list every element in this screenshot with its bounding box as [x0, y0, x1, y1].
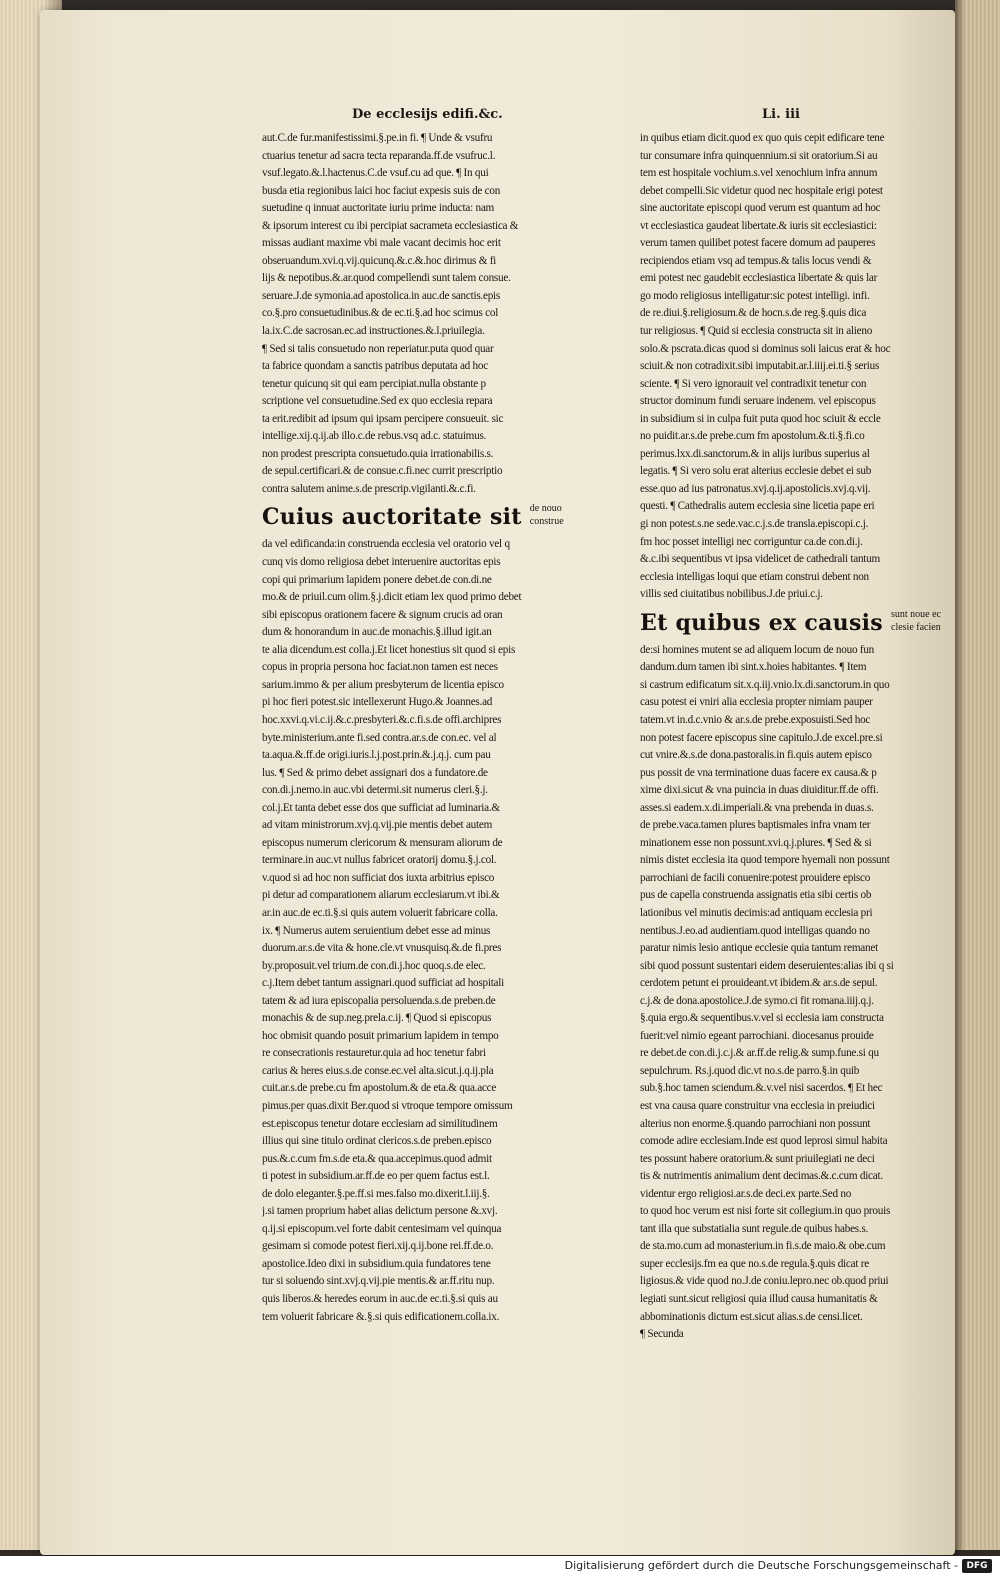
text-line: tur consumare infra quinquennium.si sit oratorium.Si au [640, 149, 878, 162]
text-line: to quod hoc verum est nisi forte sit collegium.in quo prouis [640, 1205, 891, 1218]
text-line: sub.§.hoc tamen sciendum.&.v.vel nisi sacerdos. ¶ Et hec [640, 1082, 883, 1095]
section-heading [640, 606, 941, 642]
text-line: con.di.j.nemo.in auc.vbi determi.sit numerus cleri.§.j. [262, 784, 488, 797]
text-line: tatem.vt in.d.c.vnio & ar.s.de prebe.exposuisti.Sed hoc [640, 713, 871, 726]
text-line: pus.&.c.cum fm.s.de eta.& qua.accepimus.quod admit [262, 1152, 492, 1165]
column-text-block [640, 642, 938, 1344]
heading-side-line: de nouo [529, 503, 562, 515]
text-line: vt ecclesiastica gaudeat libertate.& iuris sit ecclesiastici: [640, 219, 877, 232]
text-line: fuerit:vel nimio egeant parrochiani. diocesanus prouide [640, 1029, 874, 1042]
text-line: pus de capella construenda assignatis etia sibi certis ob [640, 889, 872, 902]
text-line: minationem esse non possunt.xvi.q.j.plures. ¶ Sed & si [640, 836, 872, 849]
text-line: questi. ¶ Cathedralis autem ecclesia sine licetia pape eri [640, 500, 875, 513]
text-line: aut.C.de fur.manifestissimi.§.pe.in fi. ¶ Unde & vsufru [262, 132, 493, 144]
text-line: v.quod si ad hoc non sufficiat dos iuxta arbitrius episco [262, 871, 495, 884]
text-line: go modo religiosus intelligatur:sic potest intelligi. infi. [640, 289, 870, 302]
text-line: copi qui primarium lapidem ponere debet.de con.di.ne [262, 573, 492, 586]
text-line: abbominationis dictum est.sicut alias.s.de censi.licet. [640, 1310, 863, 1323]
text-line: intellige.xij.q.ij.ab illo.c.de rebus.vsq ad.c. statuimus. [262, 430, 487, 443]
text-line: in quibus etiam dicit.quod ex quo quis cepit edificare tene [640, 132, 885, 144]
text-line: de:si homines mutent se ad aliquem locum de nouo fun [640, 643, 875, 656]
text-line: recipiendos etiam vsq ad tempus.& talis locus vendi & [640, 254, 872, 267]
heading-side-line: sunt noue ec [891, 608, 941, 620]
text-line: la.ix.C.de sacrosan.ec.ad instructiones.&.l.priuilegia. [262, 325, 485, 338]
text-line: sepulchrum. Rs.j.quod dic.vt no.s.de parro.§.in quib [640, 1064, 860, 1077]
text-column-right [640, 130, 941, 1344]
text-line: carius & heres eius.s.de conse.ec.vel alta.sicut.j.q.ij.pla [262, 1064, 494, 1077]
text-line: re consecrationis restauretur.quia ad hoc tenetur fabri [262, 1047, 486, 1060]
text-line: lijs & nepotibus.&.ar.quod compellendi sunt talem consue. [262, 272, 511, 285]
text-line: tem voluerit fabricare &.§.si quis edificationem.colla.ix. [262, 1310, 500, 1323]
text-line: parrochiani de facili conuenire:potest prouidere episco [640, 871, 871, 884]
heading-side-line: construe [529, 516, 564, 528]
book-edge-right [955, 0, 1000, 1550]
text-line: super ecclesijs.fm ea que no.s.de regula.§.quis dicat re [640, 1257, 869, 1270]
text-line: lationibus vel minutis decimis:ad antiquam ecclesia pri [640, 906, 873, 919]
text-line: est vna causa quare construitur vna ecclesia in preiudici [640, 1099, 875, 1112]
text-line: c.j.Item debet tantum assignari.quod sufficiat ad hospitali [262, 977, 504, 990]
text-line: non prodest prescripta consuetudo.quia irrationabilis.s. [262, 447, 494, 460]
text-line: structor dominum fundi seruare indenem. vel episcopus [640, 395, 876, 408]
text-column-left [262, 130, 580, 1326]
text-line: non potest facere episcopus sine capitulo.J.de excel.pre.si [640, 731, 883, 744]
text-line: tem est hospitale vochium.s.vel xenochium infra annum [640, 167, 878, 180]
text-line: pi detur ad comparationem aliarum ecclesiarum.vt ibi.& [262, 889, 500, 902]
text-line: tis & nutrimentis animalium dent decimas.&.c.cum dicat. [640, 1170, 883, 1183]
text-line: paratur nimis lesio antique ecclesie quia tantum remanet [640, 942, 878, 955]
text-line: re debet.de con.di.j.c.j.& ar.ff.de relig.& sump.fune.si qu [640, 1047, 879, 1060]
text-line: c.j.& de dona.apostolice.J.de symo.ci fit romana.iiij.q.j. [640, 994, 874, 1007]
text-line: ¶ Secunda [640, 1328, 684, 1341]
running-head-left: De ecclesijs edifi.&c. [352, 107, 503, 122]
text-line: gi non potest.s.ne sede.vac.c.j.s.de transla.episcopi.c.j. [640, 518, 869, 531]
footer-bar [0, 1556, 1000, 1578]
text-line: de re.diui.§.religiosum.& de hocn.s.de reg.§.quis dica [640, 307, 867, 320]
text-line: ¶ Sed si talis consuetudo non reperiatur.puta quod quar [262, 342, 494, 355]
text-line: §.quia ergo.& sequentibus.v.vel si ecclesia iam constructa [640, 1012, 884, 1025]
text-line: vsuf.legato.&.l.hactenus.C.de vsuf.cu ad que. ¶ In qui [262, 167, 489, 180]
text-line: nimis distet ecclesia ita quod tempore hyemali non possunt [640, 854, 890, 867]
text-line: sibi episcopus orationem facere & signum crucis ad oran [262, 608, 503, 621]
text-line: quis liberos.& heredes eorum in auc.de ec.ti.§.si quis au [262, 1293, 498, 1305]
text-line: sciente. ¶ Si vero ignorauit vel contradixit tenetur con [640, 377, 867, 390]
text-line: pimus.per quas.dixit Ber.quod si vtroque tempore omissum [262, 1099, 513, 1112]
text-line: villis sed ciuitatibus nobilibus.J.de priui.c.j. [640, 588, 823, 601]
text-line: asses.si eadem.x.di.imperiali.& vna prebenda in duas.s. [640, 801, 874, 814]
text-line: seruare.J.de symonia.ad apostolica.in auc.de sanctis.epis [262, 289, 501, 302]
text-line: ti potest in subsidium.ar.ff.de eo per quem factus est.l. [262, 1170, 490, 1183]
text-line: te alia dicendum.est colla.j.Et licet honestius sit quod si epis [262, 643, 516, 656]
text-line: gesimam si comode potest fieri.xij.q.ij.bone rei.ff.de.o. [262, 1240, 494, 1253]
text-line: &.c.ibi sequentibus vt ipsa videlicet de cathedrali tantum [640, 553, 880, 566]
text-line: si castrum edificatum sit.x.q.iij.vnio.lx.di.sanctorum.in quo [640, 678, 890, 691]
text-line: hoc obmisit quando posuit primarium lapidem in tempo [262, 1029, 499, 1042]
text-line: q.ij.si episcopum.vel forte dabit centesimam vel quinqua [262, 1222, 502, 1235]
text-line: no puidit.ar.s.de prebe.cum fm apostolum.&.ti.§.fi.co [640, 430, 865, 443]
text-line: lus. ¶ Sed & primo debet assignari dos a fundatore.de [262, 766, 488, 779]
text-line: ligiosus.& vide quod no.J.de coniu.lepro.nec ob.quod priui [640, 1275, 889, 1288]
footer-credit: Digitalisierung gefördert durch die Deutsche Forschungsgemeinschaft - [564, 1559, 958, 1572]
text-line: tur si soluendo sint.xvj.q.vij.pie mentis.& ar.ff.ritu nup. [262, 1275, 495, 1288]
text-line: obseruandum.xvi.q.vij.quicunq.&.c.&.hoc dirimus & fi [262, 254, 497, 267]
text-line: de sta.mo.cum ad monasterium.in fi.s.de maio.& obe.cum [640, 1240, 886, 1253]
section-heading-text: Et quibus ex causis [640, 609, 883, 636]
text-line: debet compelli.Sic videtur quod nec hospitale erigi potest [640, 184, 883, 197]
text-line: tenetur quicunq sit qui eam percipiat.nulla obstante p [262, 377, 486, 390]
text-line: sine auctoritate episcopi quod verum est quantum ad hoc [640, 202, 881, 215]
text-line: perimus.lxx.di.sanctorum.& in alijs iuribus superius al [640, 447, 870, 460]
text-line: suetudine q innuat auctoritate iuriu prime inducta: nam [262, 202, 494, 215]
text-line: episcopus numerum clericorum & mensuram aliorum de [262, 836, 503, 849]
text-line: alterius non enorme.§.quando parrochiani non possunt [640, 1117, 871, 1130]
text-line: dum & honorandum in auc.de monachis.§.illud igit.an [262, 626, 492, 639]
text-line: de sepul.certificari.& de consue.c.fi.nec currit prescriptio [262, 465, 503, 478]
text-line: sarium.immo & per alium presbyterum de licentia episco [262, 678, 504, 691]
text-line: copus in propria persona hoc faciat.non tamen est neces [262, 661, 498, 674]
text-line: cut vnire.&.s.de dona.pastoralis.in fi.quis autem episco [640, 749, 872, 762]
text-line: ta erit.redibit ad ipsum qui ipsam percipere consueuit. sic [262, 412, 504, 425]
section-heading-text: Cuius auctoritate sit [262, 504, 522, 531]
text-line: illius qui sine titulo ordinat clericos.s.de preben.episco [262, 1135, 492, 1148]
text-line: scriptione vel consuetudine.Sed ex quo ecclesia repara [262, 395, 493, 408]
text-line: apostolice.Ideo dixi in subsidium.quia fundatores tene [262, 1257, 491, 1270]
section-heading-side [891, 608, 941, 634]
text-line: hoc.xxvi.q.vi.c.ij.&.c.presbyteri.&.c.fi.s.de offi.archipres [262, 713, 502, 726]
text-line: dandum.dum tamen ibi sint.x.hoies habitantes. ¶ Item [640, 661, 867, 674]
text-line: comode adire ecclesiam.Inde est quod leprosi simul habita [640, 1135, 888, 1148]
text-line: de dolo eleganter.§.pe.ff.si mes.falso mo.dixerit.l.iij.§. [262, 1187, 490, 1200]
text-line: cuit.ar.s.de prebe.cu fm apostolum.& de eta.& qua.acce [262, 1082, 497, 1095]
text-line: contra salutem anime.s.de prescrip.vigilanti.&.c.fi. [262, 482, 476, 495]
text-line: monachis & de sup.neg.prela.c.ij. ¶ Quod si episcopus [262, 1012, 492, 1025]
text-line: ar.in auc.de ec.ti.§.si quis autem voluerit fabricare colla. [262, 906, 498, 919]
text-line: sciuit.& non cotradixit.sibi imputabit.ar.l.iiij.ei.ti.§ serius [640, 360, 880, 373]
text-line: emi potest nec gaudebit ecclesiastica libertate & quis lar [640, 272, 878, 285]
text-line: cunq vis domo religiosa debet interuenire auctoritas epis [262, 556, 501, 569]
text-line: ecclesia intelligas loqui que etiam construi debent non [640, 570, 869, 583]
text-line: sibi quod possunt sustentari eidem deseruientes:alias ibi q si [640, 959, 894, 972]
text-line: solo.& pscrata.dicas quod si dominus soli laicus erat & hoc [640, 342, 891, 355]
text-line: ix. ¶ Numerus autem seruientium debet esse ad minus [262, 924, 491, 937]
text-line: tant illa que substatialia sunt regule.de quibus habes.s. [640, 1222, 869, 1235]
column-text-block [262, 536, 580, 1326]
column-text-block [640, 130, 938, 604]
text-line: ad vitam ministrorum.xvj.q.vij.pie mentis debet autem [262, 819, 493, 832]
text-line: duorum.ar.s.de vita & hone.cle.vt vnusquisq.&.de fi.pres [262, 942, 502, 955]
text-line: fm hoc posset intelligi nec corriguntur ca.de con.di.j. [640, 535, 863, 548]
text-line: j.si tamen proprium habet alias delictum persone &.xvj. [262, 1205, 498, 1218]
text-line: tatem & ad iura episcopalia persoluenda.s.de preben.de [262, 994, 496, 1007]
section-heading [262, 500, 580, 536]
text-line: byte.ministerium.ante fi.sed contra.ar.s.de con.ec. vel al [262, 731, 497, 744]
text-line: by.proposuit.vel trium.de con.di.j.hoc quoq.s.de elec. [262, 959, 486, 972]
text-line: casu potest ei vniri alia ecclesia propter nimiam pauper [640, 696, 873, 709]
text-line: esse.quo ad ius patronatus.xvj.q.ij.apostolicis.xvj.q.vij. [640, 482, 871, 495]
text-line: mo.& de priuil.cum olim.§.j.dicit etiam lex quod primo debet [262, 591, 522, 604]
text-line: pus possit de vna terminatione duas facere ex causa.& p [640, 766, 877, 779]
text-line: ta fabrice quondam a sanctis patribus deputata ad hoc [262, 360, 488, 373]
text-line: videntur ergo religiosi.ar.s.de deci.ex parte.Sed no [640, 1187, 852, 1200]
text-line: co.§.pro consuetudinibus.& de ec.ti.§.ad hoc scimus col [262, 307, 499, 320]
text-line: busda etia regionibus laici hoc faciut expesis suis de con [262, 184, 501, 197]
text-line: de prebe.vaca.tamen plures baptismales infra vnam ter [640, 819, 871, 832]
text-line: verum tamen quilibet potest facere domum ad pauperes [640, 237, 876, 250]
text-line: tes possunt habere oratorium.& sunt priuilegiati ne deci [640, 1152, 875, 1165]
text-line: ta.aqua.&.ff.de origi.iuris.l.j.post.prin.&.j.q.j. cum pau [262, 749, 491, 762]
running-head-right: Li. iii [762, 107, 800, 122]
text-line: col.j.Et tanta debet esse dos que sufficiat ad luminaria.& [262, 801, 500, 814]
text-line: xime dixi.sicut & vna puincia in duas diuiditur.ff.de offi. [640, 784, 879, 797]
heading-side-line: clesie facien [891, 621, 941, 633]
text-line: cerdotem petunt ei prouideant.vt ibidem.& ar.s.de sepul. [640, 977, 878, 990]
text-line: in subsidium si in culpa fuit puta quod hoc sciuit & eccle [640, 412, 881, 425]
column-text-block [262, 130, 580, 498]
text-line: & ipsorum interest cu ibi percipiat sacrameta ecclesiastica & [262, 219, 519, 232]
dfg-logo: DFG [962, 1559, 992, 1573]
section-heading-side [530, 502, 564, 528]
text-line: legatis. ¶ Si vero solu erat alterius ecclesie debet ei sub [640, 465, 872, 478]
text-line: pi hoc fieri potest.sic intellexerunt Hugo.& Joannes.ad [262, 696, 493, 709]
text-line: da vel edificanda:in construenda ecclesia vel oratorio vel q [262, 538, 510, 551]
text-line: est.episcopus tenetur dotare ecclesiam ad similitudinem [262, 1117, 498, 1130]
text-line: legiati sunt.sicut religiosi quia illud causa humanitatis & [640, 1293, 878, 1305]
text-line: ctuarius tenetur ad sacra tecta reparanda.ff.de vsufruc.l. [262, 149, 496, 162]
text-line: nentibus.J.eo.ad audientiam.quod intelligas quando no [640, 924, 870, 937]
text-line: tur religiosus. ¶ Quid si ecclesia constructa sit in alieno [640, 325, 873, 338]
text-line: terminare.in auc.vt nullus fabricet oratorij domu.§.j.col. [262, 854, 497, 867]
text-line: missas audiant maxime vbi male vacant decimis hoc erit [262, 237, 501, 250]
